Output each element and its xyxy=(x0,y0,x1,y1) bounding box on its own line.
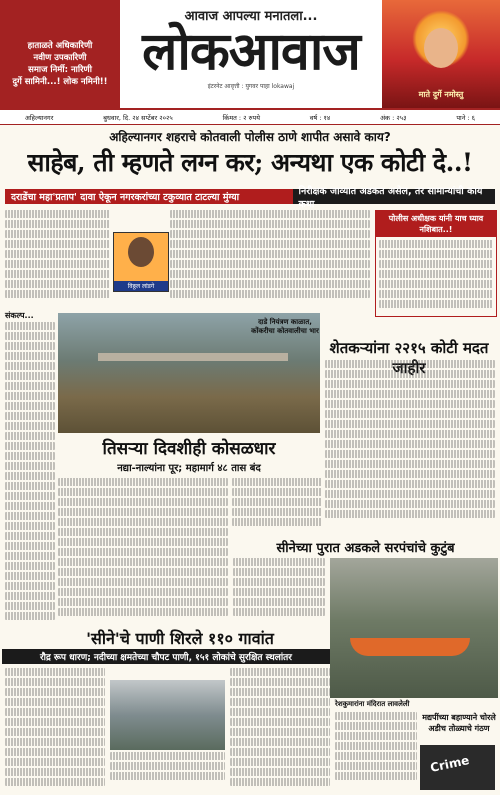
slogan-line: दुर्गे सामिनी...! लोक नमिनी!! xyxy=(12,77,108,87)
reporter-badge xyxy=(113,232,169,292)
family-headline: सीनेच्या पुरात अडकले सरपंचांचे कुटुंब xyxy=(276,541,455,556)
article-column xyxy=(232,478,322,533)
relief-headline: शेतकऱ्यांना २२१५ कोटी मदत जाहीर xyxy=(329,339,489,377)
flood-subtitle: नद्या-नाल्यांना पूर; महामार्ग ४८ तास बंद xyxy=(117,463,261,474)
article-column xyxy=(110,752,225,790)
slogan-line: नवीण उपकारिणी xyxy=(33,53,87,63)
price: किंमत : २ रुपये xyxy=(222,113,260,122)
rescue-photo xyxy=(330,558,498,698)
goddess-face-graphic xyxy=(424,28,458,68)
goddess-caption: माते दुर्गे नमोस्तु xyxy=(418,90,464,99)
lead-strip xyxy=(5,185,495,210)
masthead xyxy=(120,0,382,108)
river-photo xyxy=(110,680,225,750)
lead-headline: साहेब, ती म्हणते लग्न कर; अन्यथा एक कोटी दे..! xyxy=(27,148,473,177)
tagline: आवाज आपल्या मनातला... xyxy=(184,9,318,24)
city: अहिल्यानगर xyxy=(24,113,54,122)
flood-title: तिसऱ्या दिवशीही कोसळधार xyxy=(102,439,276,459)
pages: पाने : ६ xyxy=(456,113,476,122)
sidebar-box-title: पोलीस अधीक्षक यांनी याच घ्याव नशिबात..! xyxy=(376,211,496,237)
article-column xyxy=(5,668,105,788)
crime-label: Crime xyxy=(428,753,471,775)
sidebar-box xyxy=(375,210,497,317)
slogan-block xyxy=(0,0,120,108)
edition-info: इंटरनेट आवृत्ती : युगवर पाहा lokawaj xyxy=(207,83,295,90)
lead-kicker: अहिल्यानगर शहराचे कोतवाली पोलीस ठाणे शापीत असावे काय? xyxy=(109,130,391,144)
strip-left-text: दराडेंचा महा'प्रताप' दावा ऐकून नगरकरांच्या टकुव्यात टाटल्या मुंग्या xyxy=(11,192,240,203)
reporter-name: विठ्ठल लांडगे xyxy=(114,281,168,291)
boat-graphic xyxy=(350,638,470,656)
date: बुधवार, दि. २४ सप्टेंबर २०२५ xyxy=(103,113,173,122)
issue: अंक : २५३ xyxy=(380,113,407,122)
article-column xyxy=(325,360,495,525)
sina-headline: 'सीने'चे पाणी शिरले ११० गावांत xyxy=(86,629,274,648)
slogan-line: समाज निर्मी: नारिणी xyxy=(28,65,92,75)
article-column xyxy=(335,712,417,790)
newspaper-logo: लोकआवाज xyxy=(142,21,360,82)
article-column xyxy=(230,668,330,788)
article-column xyxy=(5,322,55,622)
strip-right-text: निरीक्षक जाव्यात अडकत असेल, तर सामान्यांची काय कथा xyxy=(293,189,495,204)
dam-box-title: दाडे नियंत्रण काळात, कोंकरीचा कोतवालीचा भार xyxy=(251,318,319,335)
info-bar xyxy=(0,108,500,125)
side-heading: रेशकुमारांना मंदिरात लावलेली xyxy=(335,700,410,708)
dam-strip: रौद्र रूप धारण; नदीच्या क्षमतेच्या चौपट पाणी, १५१ लोकांचे सुरक्षित स्थलांतर xyxy=(2,649,330,664)
reporter-photo xyxy=(128,237,154,267)
crime-photo xyxy=(420,745,495,790)
article-column xyxy=(170,210,370,305)
sankalp-heading: संकल्प... xyxy=(5,311,34,320)
murder-headline: मद्यपींच्या बहाण्याने चोरले अडीच तोळ्याचे गंठण xyxy=(422,713,496,733)
bridge-graphic xyxy=(98,353,288,361)
sidebar-box-text xyxy=(376,237,496,328)
year: वर्ष : १४ xyxy=(309,113,331,122)
goddess-image xyxy=(382,0,500,108)
slogan-line: हाताळते अधिकारिणी xyxy=(27,41,93,51)
article-column xyxy=(233,558,325,618)
article-column xyxy=(5,210,110,305)
article-column xyxy=(58,478,228,618)
